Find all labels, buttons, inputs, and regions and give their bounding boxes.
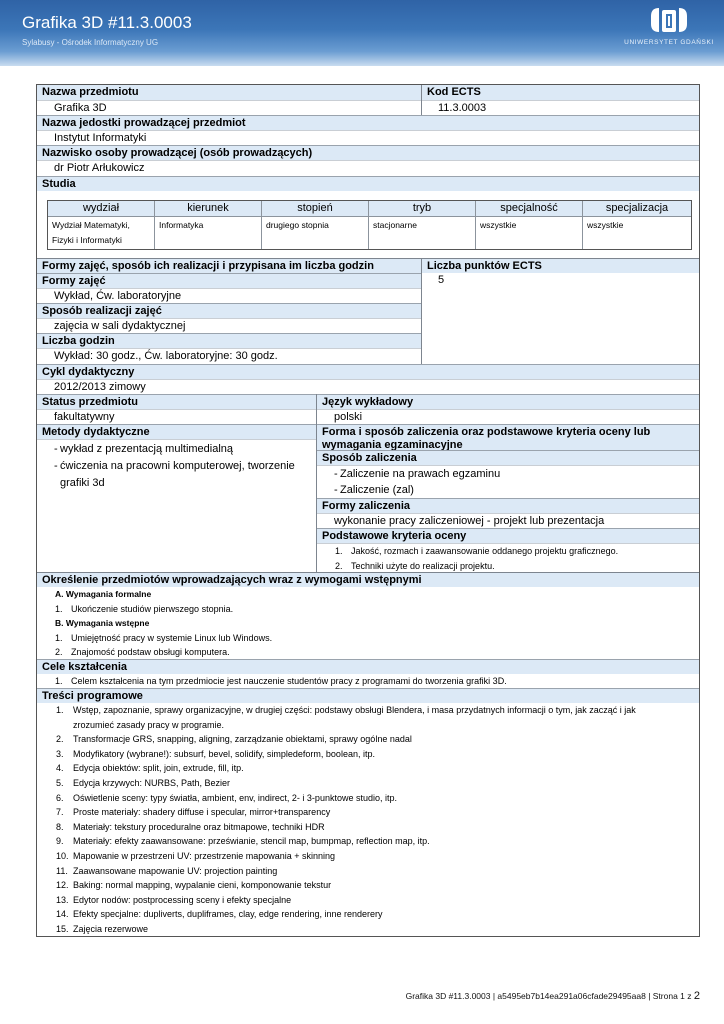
footer-text: Grafika 3D #11.3.0003 | a5495eb7b14ea291a06cfade29495aa8 | Strona 1 z [405, 991, 694, 1001]
class-method: zajęcia w sali dydaktycznej [37, 318, 421, 333]
studia-cell: wszystkie [476, 217, 583, 249]
assessment-label-line: Forma i sposób zaliczenia oraz podstawowe kryteria oceny lub [322, 426, 651, 438]
studia-header: tryb [369, 201, 476, 217]
studia-header: wydział [48, 201, 155, 217]
content-list [37, 703, 699, 937]
formal-req-item: 1. Ukończenie studiów pierwszego stopnia. [55, 603, 234, 614]
language-value: polski [317, 409, 699, 424]
page-subtitle: Sylabusy - Ośrodek Informatyczny UG [22, 38, 159, 47]
content-item: 12. Baking: normal mapping, wypalanie cieni, komponowanie tekstur [56, 880, 332, 891]
page-title: Grafika 3D #11.3.0003 [22, 13, 192, 32]
studia-header: specjalność [476, 201, 583, 217]
content-item: 15. Zajęcia rezerwowe [56, 923, 149, 934]
content-item: 2. Transformacje GRS, snapping, aligning, zarządzanie obiektami, sprawy ogólne nadal [56, 734, 412, 745]
initial-req-item: 1. Umiejętność pracy w systemie Linux lub Windows. [55, 632, 273, 643]
content-item: 11. Zaawansowane mapowanie UV: projection painting [56, 865, 278, 876]
studia-cell: drugiego stopnia [262, 217, 369, 249]
cycle-value: 2012/2013 zimowy [37, 379, 699, 394]
studia-cell: stacjonarne [369, 217, 476, 249]
status-value: fakultatywny [37, 409, 316, 424]
content-item: 6. Oświetlenie sceny: typy światła, ambient, env, indirect, 2- i 3-punktowe studio, itp. [56, 792, 397, 803]
studia-cell-faculty [48, 217, 155, 249]
content-item: 8. Materiały: tekstury proceduralne oraz bitmapowe, techniki HDR [56, 821, 325, 832]
methods-list [37, 439, 316, 492]
content-item: 9. Materiały: efekty zaawansowane: prześwianie, stencil map, bumpmap, reflection map, itp. [56, 836, 430, 847]
goal-item: 1. Celem kształcenia na tym przedmiocie jest nauczenie studentów pracy z programami do tworzenia grafiki 3D. [55, 676, 507, 686]
assessment-method-label: Sposób zaliczenia [317, 450, 699, 465]
ects-points-label: Liczba punktów ECTS [422, 258, 699, 273]
content-item: 10. Mapowanie w przestrzeni UV: przestrzenie mapowania + skinning [56, 850, 336, 861]
criteria-item: 1. Jakość, rozmach i zaawansowanie oddanego projektu graficznego. [335, 546, 619, 556]
assessment-methods [317, 465, 699, 498]
teacher-value: dr Piotr Arłukowicz [37, 160, 699, 175]
university-crest-icon [649, 6, 689, 36]
goals-label: Cele kształcenia [37, 659, 699, 674]
assessment-forms-label: Formy zaliczenia [317, 498, 699, 513]
criteria-list [317, 543, 699, 573]
initial-req-heading: B. Wymagania wstępne [55, 618, 150, 629]
page-header [0, 0, 724, 66]
goals-list [37, 674, 699, 689]
method-item: - wykład z prezentacją multimedialną [54, 443, 234, 455]
content-item: 1. Wstęp, zapoznanie, sprawy organizacyjne, w drugiej części: podstawy obsługi Blendera, i masa przydatnych informacji o tym, jak zacząć i jak [56, 705, 636, 715]
prereq-label: Określenie przedmiotów wprowadzających wraz z wymogami wstępnymi [37, 572, 699, 587]
class-types-label: Formy zajęć [37, 273, 421, 288]
methods-label: Metody dydaktyczne [37, 424, 316, 439]
unit-label: Nazwa jedostki prowadzącej przedmiot [37, 115, 699, 130]
status-label: Status przedmiotu [37, 394, 316, 409]
content-item: 7. Proste materiały: shadery diffuse i specular, mirror+transparency [56, 807, 331, 818]
forms-label: Formy zajęć, sposób ich realizacji i przypisana im liczba godzin [37, 258, 421, 273]
university-name: UNIWERSYTET GDAŃSKI [624, 39, 714, 46]
course-name: Grafika 3D [37, 100, 421, 115]
content-item: 4. Edycja obiektów: split, join, extrude, fill, itp. [56, 763, 244, 774]
prereq-list [37, 587, 699, 660]
studia-header: stopień [262, 201, 369, 217]
content-item: 13. Edytor nodów: postprocessing sceny i efekty specjalne [56, 894, 292, 905]
hours-label: Liczba godzin [37, 333, 421, 348]
studia-label: Studia [37, 176, 699, 191]
formal-req-heading: A. Wymagania formalne [55, 589, 152, 599]
studia-header: specjalizacja [583, 201, 691, 217]
studia-cell: wszystkie [587, 220, 624, 230]
assessment-forms: wykonanie pracy zaliczeniowej - projekt lub prezentacja [317, 513, 699, 528]
course-name-label: Nazwa przedmiotu [37, 85, 421, 100]
class-method-label: Sposób realizacji zajęć [37, 303, 421, 318]
method-item: - ćwiczenia na pracowni komputerowej, tworzenie [54, 460, 295, 472]
assessment-label-line: wymagania egzaminacyjne [322, 438, 463, 451]
content-item: 14. Efekty specjalne: dupliverts, dupliframes, clay, edge rendering, inne renderery [56, 909, 383, 920]
criteria-label: Podstawowe kryteria oceny [317, 528, 699, 543]
teacher-label: Nazwisko osoby prowadzącej (osób prowadzących) [37, 145, 699, 160]
content-item-cont: zrozumieć zasady pracy w programie. [73, 719, 225, 730]
language-label: Język wykładowy [317, 394, 699, 409]
content-label: Treści programowe [37, 688, 699, 703]
page-footer [406, 990, 700, 1002]
cycle-label: Cykl dydaktyczny [37, 364, 699, 379]
assessment-method-item: - Zaliczenie na prawach egzaminu [334, 468, 501, 480]
ects-code: 11.3.0003 [422, 100, 699, 115]
faculty-line: Fizyki i Informatyki [52, 235, 122, 245]
initial-req-item: 2. Znajomość podstaw obsługi komputera. [55, 647, 230, 658]
unit-value: Instytut Informatyki [37, 130, 699, 145]
university-logo [622, 6, 716, 54]
class-types: Wykład, Ćw. laboratoryjne [37, 288, 421, 303]
syllabus-table [36, 84, 700, 937]
faculty-line: Wydział Matematyki, [52, 220, 130, 230]
studia-header: kierunek [155, 201, 262, 217]
ects-code-label: Kod ECTS [422, 85, 699, 100]
criteria-item: 2. Techniki użyte do realizacji projektu. [335, 560, 495, 571]
footer-total-pages: 2 [693, 990, 700, 1002]
ects-points: 5 [438, 274, 445, 286]
method-item-cont: grafiki 3d [60, 477, 105, 489]
assessment-method-item: - Zaliczenie (zal) [334, 484, 414, 496]
hours: Wykład: 30 godz., Ćw. laboratoryjne: 30 godz. [37, 348, 421, 363]
content-item: 3. Modyfikatory (wybrane!): subsurf, bevel, solidify, simpledeform, boolean, itp. [56, 748, 375, 759]
studia-cell: Informatyka [155, 217, 262, 249]
studia-grid [47, 200, 692, 250]
content-item: 5. Edycja krzywych: NURBS, Path, Bezier [56, 777, 231, 788]
